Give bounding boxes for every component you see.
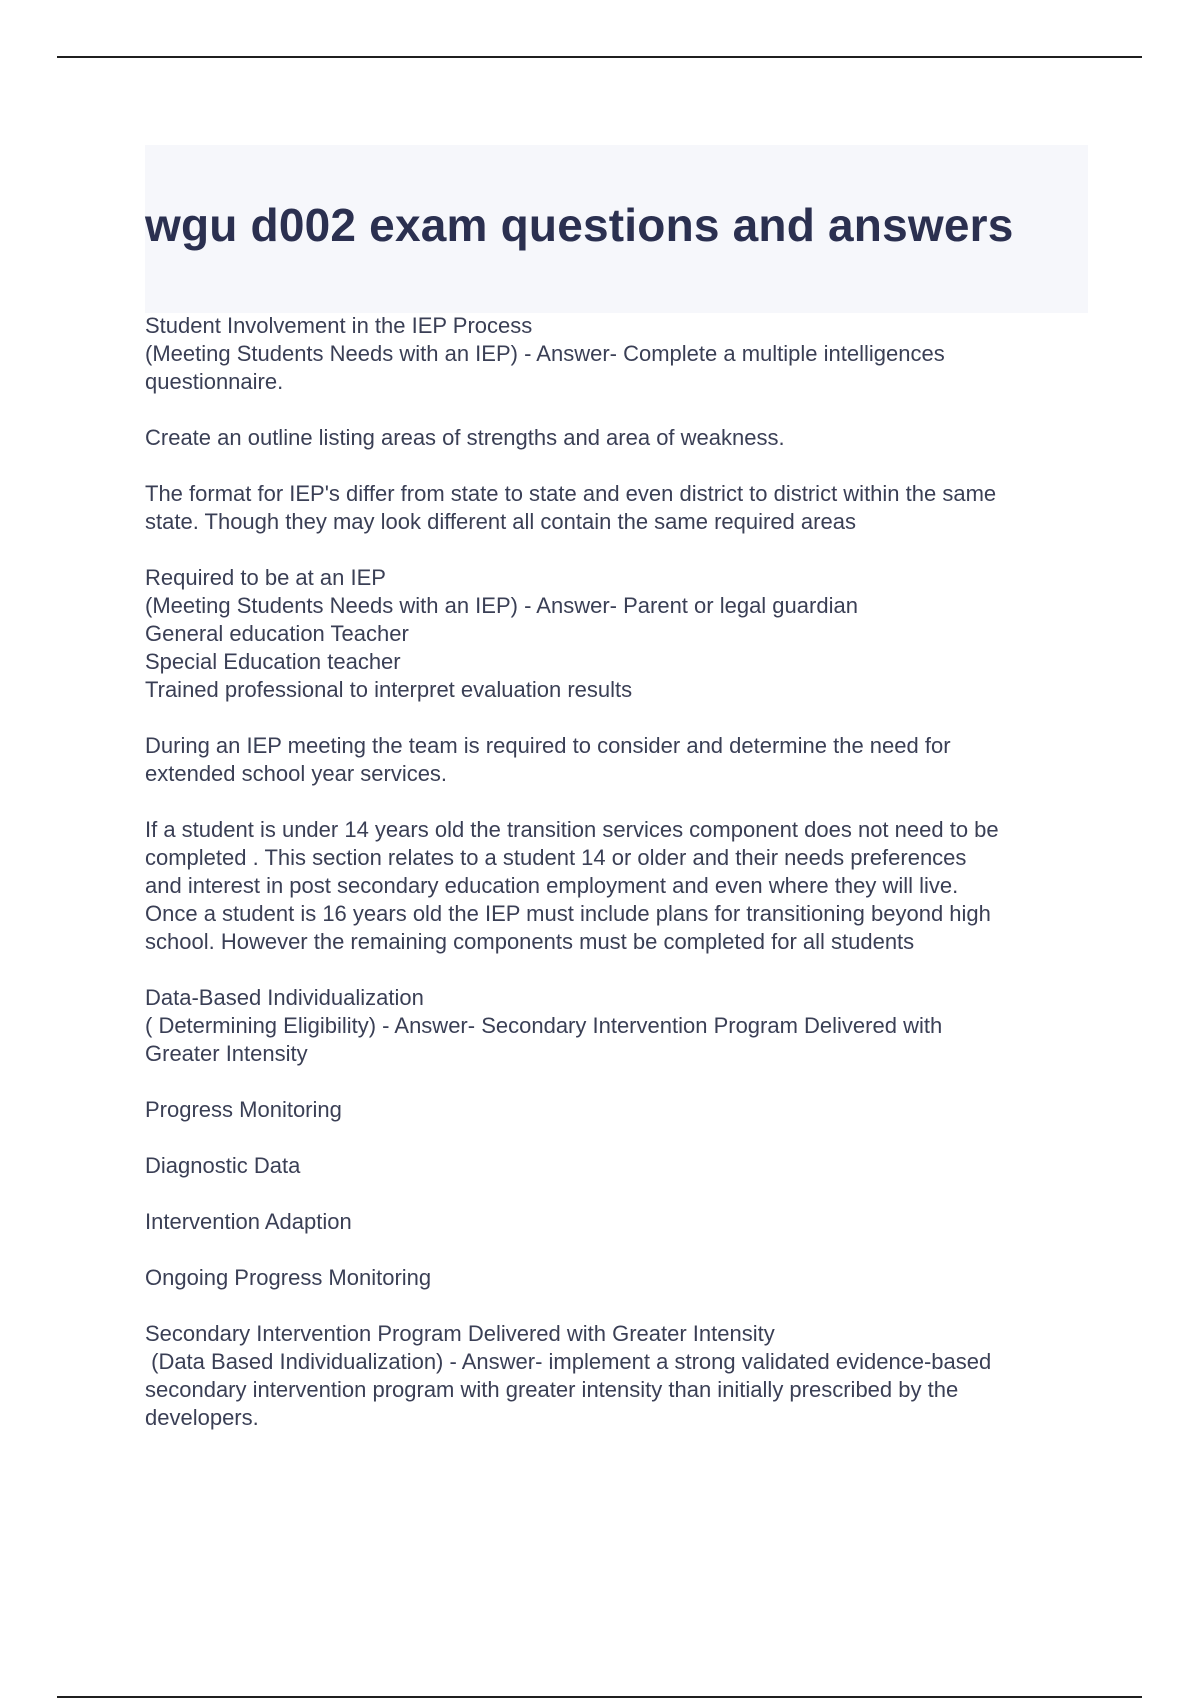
text-line: Secondary Intervention Program Delivered with Greater Intensity: [145, 1321, 775, 1346]
text-line: Intervention Adaption: [145, 1209, 352, 1234]
paragraph-diagnostic-data: [145, 1152, 1090, 1180]
text-line: state. Though they may look different all contain the same required areas: [145, 509, 856, 534]
paragraph-progress-monitoring: [145, 1096, 1090, 1124]
text-line: (Data Based Individualization) - Answer- implement a strong validated evidence-based: [145, 1349, 992, 1374]
text-line: If a student is under 14 years old the transition services component does not need to be: [145, 817, 999, 842]
text-line: Required to be at an IEP: [145, 565, 386, 590]
text-line: ( Determining Eligibility) - Answer- Secondary Intervention Program Delivered with: [145, 1013, 943, 1038]
document-title: wgu d002 exam questions and answers: [145, 199, 1014, 251]
text-line: school. However the remaining components must be completed for all students: [145, 929, 915, 954]
text-line: Progress Monitoring: [145, 1097, 342, 1122]
text-line: and interest in post secondary education employment and even where they will live.: [145, 873, 959, 898]
text-line: Diagnostic Data: [145, 1153, 301, 1178]
text-line: secondary intervention program with greater intensity than initially prescribed by the: [145, 1377, 959, 1402]
text-line: During an IEP meeting the team is required to consider and determine the need for: [145, 733, 951, 758]
text-line: Greater Intensity: [145, 1041, 308, 1066]
paragraph-student-involvement: [145, 312, 1090, 396]
paragraph-transition-services: [145, 816, 1090, 956]
text-line: Student Involvement in the IEP Process: [145, 313, 533, 338]
text-line: Special Education teacher: [145, 649, 401, 674]
paragraph-secondary-intervention: [145, 1320, 1090, 1432]
document-body: [145, 312, 1090, 1460]
text-line: Data-Based Individualization: [145, 985, 424, 1010]
paragraph-iep-format: [145, 480, 1090, 536]
text-line: General education Teacher: [145, 621, 409, 646]
text-line: Once a student is 16 years old the IEP must include plans for transitioning beyond high: [145, 901, 991, 926]
text-line: questionnaire.: [145, 369, 284, 394]
paragraph-ongoing-progress-monitoring: [145, 1264, 1090, 1292]
paragraph-extended-school-year: [145, 732, 1090, 788]
text-line: The format for IEP's differ from state to state and even district to district within the same: [145, 481, 997, 506]
paragraph-intervention-adaption: [145, 1208, 1090, 1236]
text-line: developers.: [145, 1405, 259, 1430]
top-rule: [57, 56, 1142, 58]
text-line: completed . This section relates to a student 14 or older and their needs preferences: [145, 845, 967, 870]
text-line: extended school year services.: [145, 761, 448, 786]
text-line: Ongoing Progress Monitoring: [145, 1265, 432, 1290]
text-line: (Meeting Students Needs with an IEP) - Answer- Complete a multiple intelligences: [145, 341, 945, 366]
paragraph-required-at-iep: [145, 564, 1090, 704]
text-line: Create an outline listing areas of strengths and area of weakness.: [145, 425, 785, 450]
bottom-rule: [57, 1696, 1142, 1698]
paragraph-data-based-individualization: [145, 984, 1090, 1068]
text-line: (Meeting Students Needs with an IEP) - Answer- Parent or legal guardian: [145, 593, 858, 618]
paragraph-outline: [145, 424, 1090, 452]
text-line: Trained professional to interpret evaluation results: [145, 677, 633, 702]
